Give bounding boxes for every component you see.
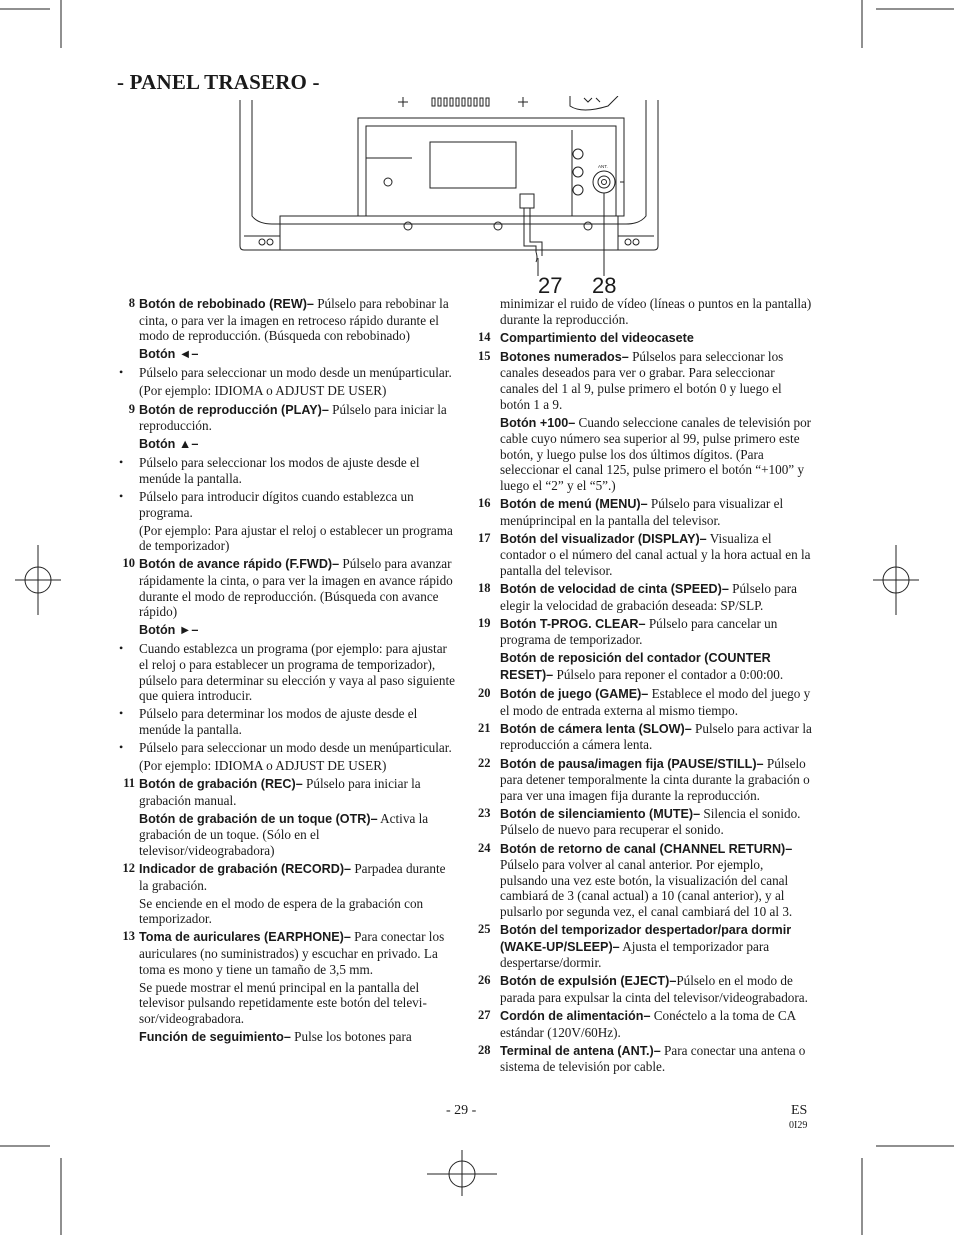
paragraph-text: (Por ejemplo: Para ajustar el reloj o establecer un programa de temporizador) <box>139 522 453 554</box>
entry-number: 19 <box>478 615 491 630</box>
entry-text: Púlselo para detener temporalmente la cinta durante la grabación o para ver una imagen fija durante la reproducción. <box>500 755 810 803</box>
paragraph-text: minimizar el ruido de vídeo (líneas o puntos en la pantalla) durante la reproducción. <box>500 296 812 327</box>
entry-item <box>478 721 812 753</box>
paragraph-text: (Por ejemplo: IDIOMA o ADJUST DE USER) <box>139 758 387 774</box>
entry-heading: Botón de cámera lenta (SLOW)– <box>500 721 692 736</box>
entry-text: Púlselo para elegir la velocidad de grabación deseada: SP/SLP. <box>500 581 797 613</box>
entry-item <box>117 296 457 344</box>
language-code: ES <box>791 1103 808 1118</box>
entry-number: 22 <box>478 755 491 770</box>
entry-text: Púlselo en el modo de parada para expulsar la cinta del televisor/videograbadora. <box>500 973 808 1005</box>
entry-heading: Botón de grabación (REC)– <box>139 777 303 792</box>
entry-number: 28 <box>478 1042 491 1057</box>
entry-number: 17 <box>478 530 491 545</box>
entry-item <box>478 806 812 838</box>
sub-entry <box>117 622 457 639</box>
entry-heading: Indicador de grabación (RECORD)– <box>139 862 352 877</box>
entry-item <box>478 1008 812 1040</box>
entry-number: 23 <box>478 805 491 820</box>
document-code: 0I29 <box>789 1120 808 1131</box>
bullet-item <box>117 455 457 486</box>
entry-number: 24 <box>478 840 491 855</box>
entry-number: 25 <box>478 921 491 936</box>
callout-28: 28 <box>592 273 617 298</box>
entry-item <box>478 922 812 971</box>
bullet-text: Púlselo para seleccionar un modo desde un menúparticular. <box>139 739 452 755</box>
entry-heading: Compartimiento del videocasete <box>500 330 694 345</box>
entry-heading: Botón de retorno de canal (CHANNEL RETURN)– <box>500 841 793 856</box>
entry-item <box>117 776 457 808</box>
paragraph-text: Se puede mostrar el menú principal en la pantalla del televisor pulsando repetidamente este botón del televisor/videograbadora. <box>139 979 427 1026</box>
sub-entry-heading: Función de seguimiento– <box>139 1030 291 1045</box>
entry-text: Para conectar los auriculares (no suministrados) y escuchar en privado. La toma es mono y tiene un tamaño de 3,5 mm. <box>139 929 445 977</box>
sub-entry <box>117 811 457 859</box>
entry-item <box>117 556 457 619</box>
bullet-text: Púlselo para seleccionar un modo desde un menúparticular. <box>139 365 452 381</box>
bullet-item <box>117 706 457 737</box>
callout-27: 27 <box>538 273 563 298</box>
sub-entry <box>117 436 457 453</box>
bullet-dot: • <box>119 641 124 656</box>
entry-number: 8 <box>128 296 135 310</box>
entry-item <box>478 841 812 920</box>
entry-text: Púlselo para visualizar el menúprincipal en la pantalla del televisor. <box>500 496 784 528</box>
entry-heading: Botón de rebobinado (REW)– <box>139 297 314 311</box>
entry-number: 27 <box>478 1007 491 1022</box>
entry-heading: Botón de reproducción (PLAY)– <box>139 402 329 417</box>
sub-entry <box>478 650 812 683</box>
entry-number: 10 <box>122 556 135 571</box>
bullet-text: Púlselo para seleccionar los modos de ajuste desde el menúde la pantalla. <box>139 455 420 486</box>
entry-text: Púlselo para iniciar la grabación manual. <box>139 776 421 808</box>
entry-text: Parpadea durante la grabación. <box>139 861 446 893</box>
entry-text: Púlselo para avanzar rápidamente la cinta, o para ver la imagen en avance rápido durante el modo de reproducción. (Búsqueda con avance rápido) <box>139 556 453 620</box>
sub-entry-text: Activa la grabación de un toque. (Sólo en el televisor/videograbadora) <box>139 810 429 858</box>
entry-heading: Cordón de alimentación– <box>500 1008 651 1023</box>
antenna-label: ANT. <box>598 164 608 169</box>
entry-heading: Botón de expulsión (EJECT)– <box>500 974 677 989</box>
entry-text: Establece el modo del juego y el modo de entrada externa al mismo tiempo. <box>500 686 811 718</box>
sub-entry-heading: Botón ►– <box>139 623 199 638</box>
entry-text: Conéctelo a la toma de CA estándar (120V/60Hz). <box>500 1007 796 1040</box>
bullet-text: Púlselo para introducir dígitos cuando establezca un programa. <box>139 489 414 520</box>
entry-item <box>478 349 812 412</box>
sub-entry-heading: Botón de grabación de un toque (OTR)– <box>139 811 378 826</box>
entry-number: 11 <box>123 776 135 791</box>
entry-heading: Botones numerados– <box>500 349 629 364</box>
entry-text: Púlselo para iniciar la reproducción. <box>139 401 447 434</box>
entry-text: Púlselo para rebobinar la cinta, o para ver la imagen en retroceso rápido durante el modo de reproducción. (Búsqueda con rebobinado) <box>139 296 449 344</box>
entry-heading: Botón de pausa/imagen fija (PAUSE/STILL)– <box>500 756 764 771</box>
entry-number: 20 <box>478 686 491 701</box>
paragraph-text: Se enciende en el modo de espera de la grabación con temporizador. <box>139 895 424 927</box>
entry-number: 18 <box>478 581 491 596</box>
bullet-dot: • <box>119 706 124 721</box>
bullet-item <box>117 740 457 756</box>
entry-number: 14 <box>478 329 491 344</box>
entry-number: 12 <box>122 861 135 876</box>
entry-number: 26 <box>478 973 491 988</box>
sub-entry-heading: Botón de reposición del contador (COUNTER RESET)– <box>500 651 771 683</box>
entry-number: 13 <box>122 929 135 944</box>
sub-entry-heading: Botón +100– <box>500 415 576 430</box>
sub-entry <box>117 1029 457 1046</box>
entry-item <box>478 1043 812 1075</box>
entry-text: Púlselos para seleccionar los canales deseados para ver o grabar. Para seleccionar canales del 1 al 9, pulse primero el botón 0 y luego el botón 1 a 9. <box>500 348 784 412</box>
entry-item <box>478 616 812 648</box>
sub-entry <box>117 346 457 363</box>
entry-item <box>478 330 812 347</box>
entry-text: Pulselo para activar la reproducción a cámera lenta. <box>500 720 812 753</box>
page-title: - PANEL TRASERO - <box>117 70 320 94</box>
entry-text: Púlselo para volver al canal anterior. Por ejemplo, pulsando una vez este botón, la visualización del canal cambiará de 3 (canal actual) a 10 (canal anterior), y al pulsarlo por segunda vez, el canal cambiará del 10 al 3. <box>500 857 793 919</box>
sub-entry-text: Pulse los botones para <box>290 1029 412 1045</box>
entry-heading: Botón del visualizador (DISPLAY)– <box>500 531 707 546</box>
entry-text: Ajusta el temporizador para despertarse/dormir. <box>500 938 770 971</box>
right-column <box>478 296 812 1077</box>
entry-number: 21 <box>478 720 491 735</box>
bullet-dot: • <box>119 739 124 754</box>
entry-heading: Terminal de antena (ANT.)– <box>500 1043 661 1058</box>
entry-number: 16 <box>478 496 491 511</box>
entry-item <box>478 756 812 804</box>
bullet-item <box>117 489 457 520</box>
entry-number: 15 <box>478 348 491 363</box>
entry-text: Para conectar una antena o sistema de televisión por cable. <box>500 1042 806 1075</box>
bullet-item <box>117 641 457 703</box>
entry-heading: Botón del temporizador despertador/para dormir (WAKE-UP/SLEEP)– <box>500 922 792 954</box>
entry-heading: Botón de silenciamiento (MUTE)– <box>500 806 701 821</box>
entry-item <box>478 496 812 528</box>
entry-item <box>117 929 457 977</box>
entry-text: Visualiza el contador o el número del canal actual y la hora actual en la pantalla del televisor. <box>500 530 811 578</box>
entry-item <box>117 861 457 893</box>
left-column <box>117 296 457 1048</box>
entry-heading: Botón de juego (GAME)– <box>500 687 649 702</box>
entry-item <box>478 973 812 1005</box>
entry-item <box>478 581 812 613</box>
entry-heading: Botón de menú (MENU)– <box>500 497 648 512</box>
entry-heading: Toma de auriculares (EARPHONE)– <box>139 930 351 945</box>
bullet-dot: • <box>119 365 124 380</box>
rear-panel-diagram <box>232 96 666 298</box>
sub-entry-heading: Botón ▲– <box>139 437 199 452</box>
entry-text: Silencia el sonido. Púlselo de nuevo para recuperar el sonido. <box>500 805 801 838</box>
entry-heading: Botón T-PROG. CLEAR– <box>500 616 646 631</box>
entry-heading: Botón de velocidad de cinta (SPEED)– <box>500 582 729 597</box>
page-number: - 29 - <box>446 1103 477 1118</box>
entry-heading: Botón de avance rápido (F.FWD)– <box>139 557 340 572</box>
entry-item <box>478 531 812 579</box>
sub-entry <box>478 415 812 494</box>
entry-text: Púlselo para cancelar un programa de temporizador. <box>500 615 778 648</box>
bullet-item <box>117 365 457 381</box>
entry-item <box>117 402 457 434</box>
paragraph-text: (Por ejemplo: IDIOMA o ADJUST DE USER) <box>139 383 387 399</box>
bullet-text: Púlselo para determinar los modos de ajuste desde el menúde la pantalla. <box>139 706 418 737</box>
bullet-text: Cuando establezca un programa (por ejemplo: para ajustar el reloj o para establecer un programa de temporizador), púlselo para determinar su elección y vaya al paso siguiente que quiera introducir. <box>139 641 456 704</box>
sub-entry-heading: Botón ◄– <box>139 347 199 362</box>
entry-item <box>478 686 812 718</box>
sub-entry-text: Púlselo para reponer el contador a 0:00:00. <box>553 667 784 683</box>
sub-entry-text: Cuando seleccione canales de televisión por cable cuyo número sea superior al 99, pulse primero este botón, y luego pulse los dos últimos dígitos. (Para seleccionar el canal 125, pulse primero el botón “+100” y luego el “2” y el “5”.) <box>500 414 812 494</box>
entry-number: 9 <box>128 401 135 416</box>
bullet-dot: • <box>119 489 124 504</box>
bullet-dot: • <box>119 455 124 470</box>
